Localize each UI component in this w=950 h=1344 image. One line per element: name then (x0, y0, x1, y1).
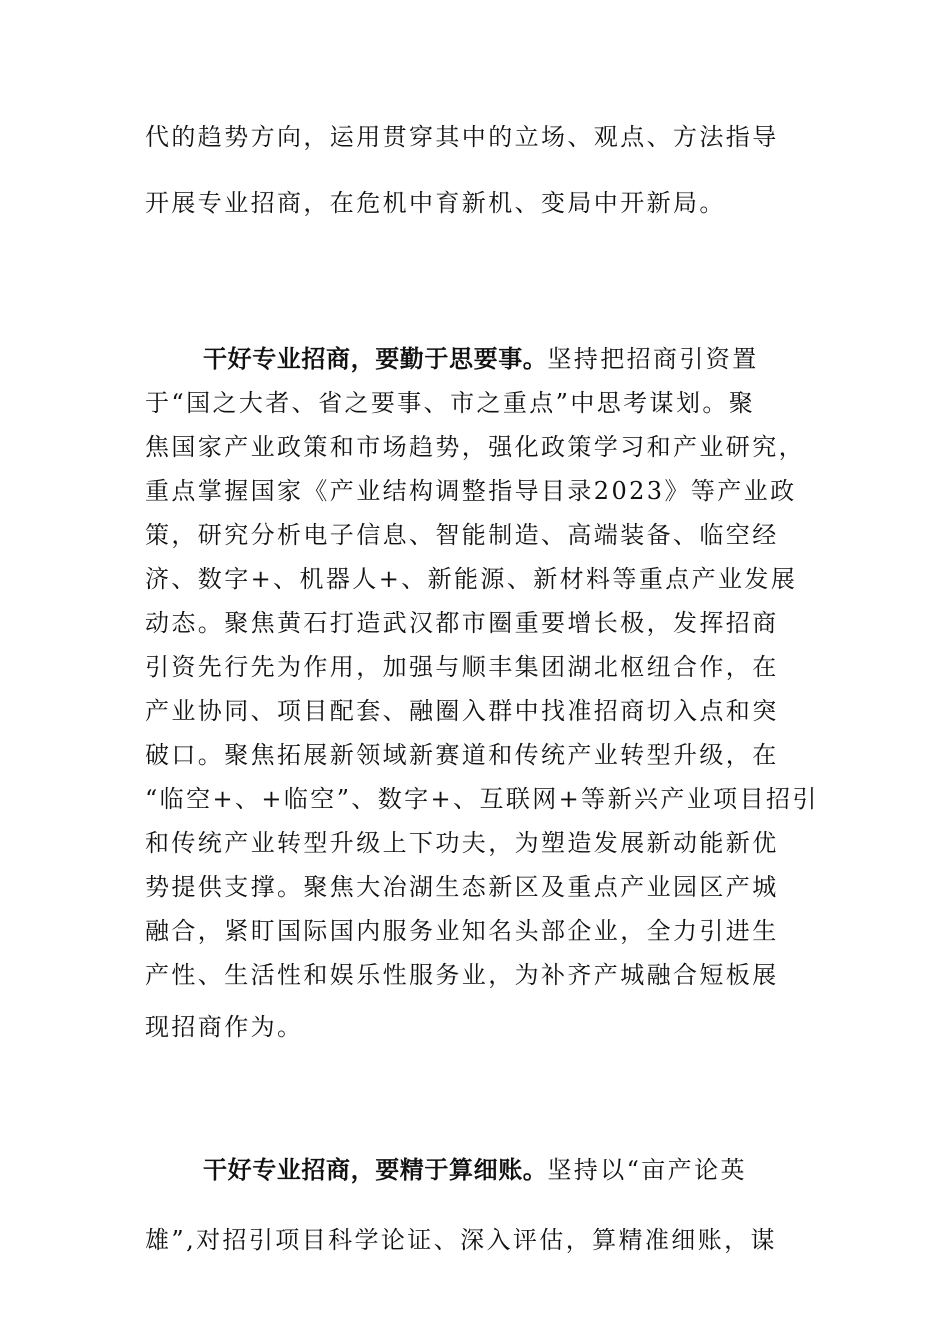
text-line: 引资先行先为作用，加强与顺丰集团湖北枢纽合作，在 (145, 653, 779, 681)
section-heading: 干好专业招商，要勤于思要事。 (203, 345, 548, 373)
text-line: 雄”,对招引项目科学论证、深入评估，算精准细账，谋 (145, 1226, 777, 1254)
text-line: 产业协同、项目配套、融圈入群中找准招商切入点和突 (145, 697, 779, 725)
paragraph-3-first-line (145, 1148, 815, 1218)
text-line: 产性、生活性和娱乐性服务业，为补齐产城融合短板展 (145, 961, 779, 989)
paragraph-2 (145, 337, 819, 1049)
section-heading: 干好专业招商，要精于算细账。 (203, 1156, 548, 1184)
text-line: 现招商作为。 (145, 1013, 304, 1041)
text-line: 势提供支撑。聚焦大冶湖生态新区及重点产业园区产城 (145, 873, 779, 901)
text-line: 焦国家产业政策和市场趋势，强化政策学习和产业研究， (145, 433, 805, 461)
paragraph-1 (145, 115, 815, 247)
paragraph-2-first-line (145, 337, 815, 381)
text-line: 重点掌握国家《产业结构调整指导目录2023》等产业政 (145, 477, 797, 505)
text-run: 坚持把招商引资置 (547, 345, 759, 373)
text-line: “临空+、+临空”、数字+、互联网+等新兴产业项目招引 (145, 785, 819, 813)
text-line: 策，研究分析电子信息、智能制造、高端装备、临空经 (145, 521, 779, 549)
paragraph-3 (145, 1148, 815, 1288)
text-line: 代的趋势方向，运用贯穿其中的立场、观点、方法指导 (145, 123, 779, 151)
text-run: 坚持以“亩产论英 (547, 1156, 747, 1184)
text-line: 破口。聚焦拓展新领域新赛道和传统产业转型升级，在 (145, 741, 779, 769)
text-line: 济、数字+、机器人+、新能源、新材料等重点产业发展 (145, 565, 798, 593)
text-line: 于“国之大者、省之要事、市之重点”中思考谋划。聚 (145, 389, 756, 417)
text-line: 动态。聚焦黄石打造武汉都市圈重要增长极，发挥招商 (145, 609, 779, 637)
text-line: 融合，紧盯国际国内服务业知名头部企业，全力引进生 (145, 917, 779, 945)
text-line: 和传统产业转型升级上下功夫，为塑造发展新动能新优 (145, 829, 779, 857)
text-line: 开展专业招商，在危机中育新机、变局中开新局。 (145, 189, 726, 217)
